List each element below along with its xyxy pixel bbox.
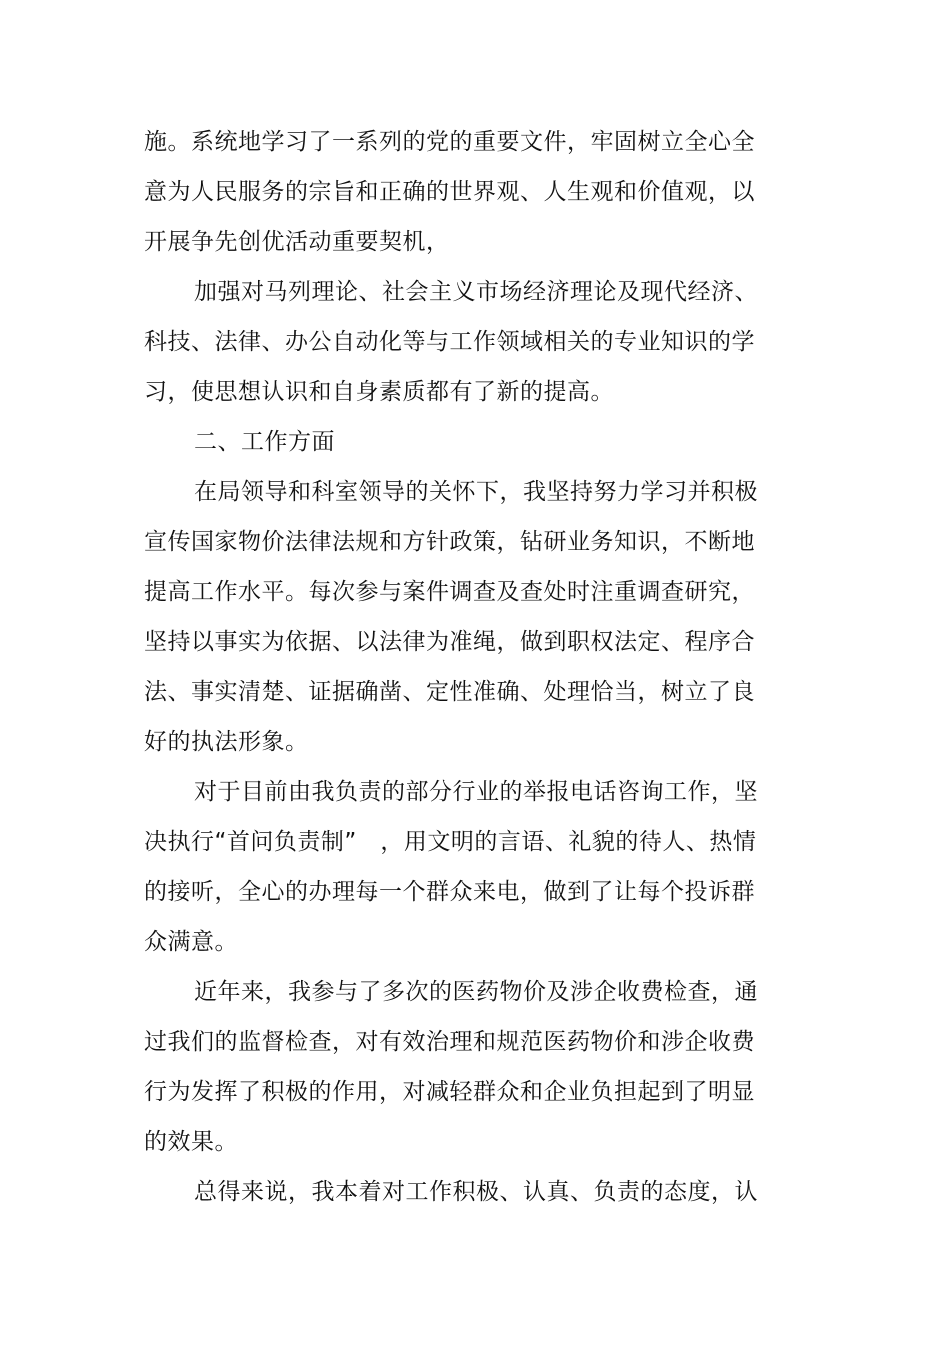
text-line: 的接听，全心的办理每一个群众来电，做到了让每个投诉群 — [144, 879, 755, 905]
text-line: 提高工作水平。每次参与案件调查及查处时注重调查研究， — [144, 579, 755, 605]
text-line: 好的执法形象。 — [144, 729, 309, 755]
text-line: 坚持以事实为依据、以法律为准绳，做到职权法定、程序合 — [144, 629, 755, 655]
text-line: 意为人民服务的宗旨和正确的世界观、人生观和价值观，以 — [144, 179, 755, 205]
text-line: 决执行“首问负责制” ，用文明的言语、礼貌的待人、热情 — [144, 829, 757, 855]
text-line: 的效果。 — [144, 1129, 238, 1155]
text-line: 开展争先创优活动重要契机， — [144, 229, 450, 255]
text-line: 法、事实清楚、证据确凿、定性准确、处理恰当，树立了良 — [144, 679, 755, 705]
section-heading: 二、工作方面 — [194, 429, 335, 455]
text-line: 对于目前由我负责的部分行业的举报电话咨询工作，坚 — [194, 779, 758, 805]
text-line: 近年来，我参与了多次的医药物价及涉企收费检查，通 — [194, 979, 758, 1005]
text-line: 过我们的监督检查，对有效治理和规范医药物价和涉企收费 — [144, 1029, 755, 1055]
text-line: 众满意。 — [144, 929, 238, 955]
text-line: 加强对马列理论、社会主义市场经济理论及现代经济、 — [194, 279, 758, 305]
text-line: 在局领导和科室领导的关怀下，我坚持努力学习并积极 — [194, 479, 758, 505]
text-line: 科技、法律、办公自动化等与工作领域相关的专业知识的学 — [144, 329, 755, 355]
text-line: 总得来说，我本着对工作积极、认真、负责的态度，认 — [194, 1179, 758, 1205]
text-line: 行为发挥了积极的作用，对减轻群众和企业负担起到了明显 — [144, 1079, 755, 1105]
text-line: 宣传国家物价法律法规和方针政策，钻研业务知识，不断地 — [144, 529, 755, 555]
text-line: 习，使思想认识和自身素质都有了新的提高。 — [144, 379, 614, 405]
text-line: 施。系统地学习了一系列的党的重要文件，牢固树立全心全 — [144, 129, 755, 155]
